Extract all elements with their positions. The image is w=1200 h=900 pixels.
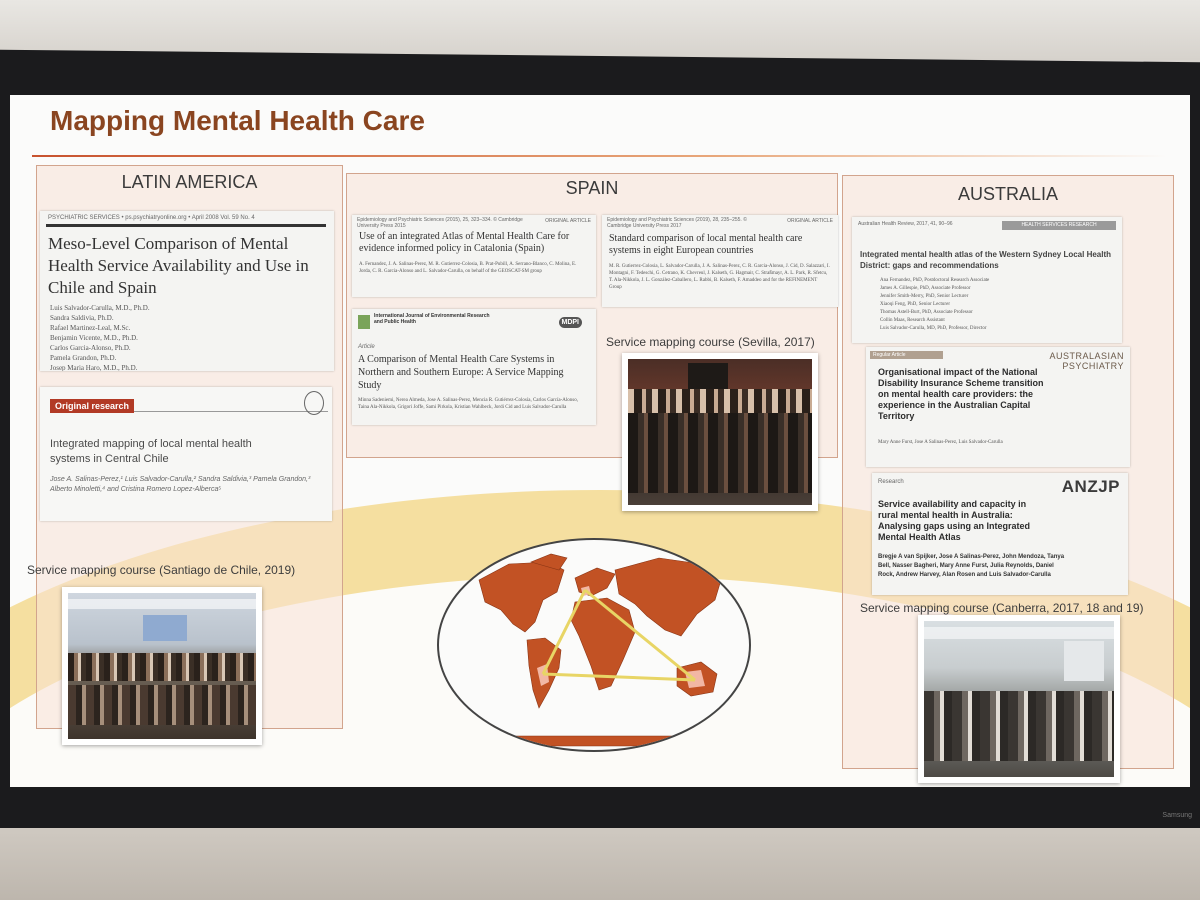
- world-map: [437, 538, 751, 752]
- course-caption: Service mapping course (Sevilla, 2017): [606, 335, 815, 349]
- paper-journal: AUSTRALASIAN PSYCHIATRY: [1049, 351, 1124, 371]
- journal-logo-icon: [358, 315, 370, 329]
- europe: [575, 568, 615, 596]
- section-banner: HEALTH SERVICES RESEARCH: [1002, 221, 1116, 230]
- paper-title: Organisational impact of the National Disability Insurance Scheme transition on mental health care providers: the experience in the Australian Capital Territory: [878, 367, 1044, 421]
- paper-card-rural-australia: [872, 473, 1128, 595]
- world-map-svg: [439, 540, 749, 750]
- paper-kind: ORIGINAL ARTICLE: [545, 218, 591, 224]
- paper-title: Standard comparison of local mental health care systems in eight European countries: [609, 233, 803, 256]
- paper-label: Regular Article: [870, 351, 943, 359]
- paper-card-catalonia: [352, 215, 596, 297]
- title-rule: [32, 155, 1167, 157]
- paper-kind: ORIGINAL ARTICLE: [787, 218, 833, 224]
- paper-title: Meso-Level Comparison of Mental Health Service Availability and Use in Chile and Spain: [48, 234, 309, 297]
- paper-title: A Comparison of Mental Health Care Systems in Northern and Southern Europe: A Service Mapping Study: [358, 354, 564, 391]
- paper-card-eight-countries: [602, 215, 838, 307]
- paper-journal: Epidemiology and Psychiatric Sciences (2019), 28, 235–255. © Cambridge University Press 2017: [607, 217, 747, 229]
- course-photo-canberra: [918, 615, 1120, 783]
- paper-label: Article: [358, 344, 375, 350]
- paper-title: Service availability and capacity in rural mental health in Australia: Analysing gaps using an Integrated Mental Health Atlas: [878, 499, 1031, 542]
- publisher-logo: MDPI: [559, 317, 583, 328]
- paper-label: Original research: [50, 399, 134, 413]
- paper-card-western-sydney: [852, 217, 1122, 343]
- paper-card-central-chile: [40, 387, 332, 521]
- paper-journal: Epidemiology and Psychiatric Sciences (2015), 25, 323–334. © Cambridge University Press 2015: [357, 217, 523, 229]
- paper-authors: Bregje A van Spijker, Jose A Salinas-Perez, John Mendoza, Tanya Bell, Nasser Bagheri, Mary Anne Furst, Julia Reynolds, Daniel Rock, Andrew Harvey, Alan Rosen and Luis Salvador-Carulla: [878, 554, 1065, 578]
- projected-slide: [10, 95, 1190, 787]
- wall-below-screen: [0, 828, 1200, 900]
- paper-title: Integrated mental health atlas of the Western Sydney Local Health District: gaps and recommendations: [860, 250, 1112, 270]
- paper-authors: M. R. Gutierrez-Colosia, L. Salvador-Carulla, J. A. Salinas-Perez, C. R. Garcia-Alonso, J. Cid, D. Salazzari, I. Montagni, F. Tedeschi, G. Cetrano, K. Chevreul, J. Kalseth, G. Hagmair, C. Straßmayr, A. L. Park, R. Sfetcu, T. Ala-Nikkola, J. L. González-Caballero, L. Rabbi, B. Kalseth, F. Amaddeo and for the REFINEMENT Group: [609, 264, 830, 290]
- course-photo-sevilla: [622, 353, 818, 511]
- course-photo-santiago: [62, 587, 262, 745]
- paper-authors: Ana Fernandez, PhD, Postdoctoral Research Associate James A. Gillespie, PhD, Associate Professor Jennifer Smith-Merry, PhD, Senior Lecturer Xiaoqi Feng, PhD, Senior Lecturer Thomas Astell-Burt, PhD, Associate Professor Collin Maas, Research Assistant Luis Salvador-Carulla, MD, PhD, Professor, Director: [880, 278, 990, 331]
- paper-authors: Luis Salvador-Carulla, M.D., Ph.D. Sandra Saldivia, Ph.D. Rafael Martinez-Leal, M.Sc. Benjamin Vicente, M.D., Ph.D. Carlos Garcia-Alonso, Ph.D. Pamela Grandon, Ph.D. Josep Maria Haro, M.D., Ph.D.: [50, 304, 150, 371]
- column-heading: AUSTRALIA: [957, 184, 1059, 204]
- paper-label: Research: [878, 479, 904, 485]
- paper-authors: A. Fernandez, J. A. Salinas-Perez, M. R. Gutierrez-Colosia, B. Prat-Pubill, A. Serrano-Blanco, C. Molina, E. Jorda, C. R. Garcia-Alonso and L. Salvador-Carulla, on behalf of the GEOSCAT-SM group: [359, 262, 577, 274]
- journal-logo: ANZJP: [1061, 477, 1120, 496]
- route-chile-australia: [543, 674, 695, 680]
- journal-rule: [46, 224, 326, 227]
- slide-title: Mapping Mental Health Care: [50, 105, 425, 136]
- column-heading: LATIN AMERICA: [121, 172, 258, 192]
- paper-card-northern-southern-europe: [352, 309, 596, 425]
- paper-title: Integrated mapping of local mental health systems in Central Chile: [50, 438, 252, 465]
- paper-title: Use of an integrated Atlas of Mental Health Care for evidence informed policy in Catalonia (Spain): [359, 231, 570, 254]
- paper-journal: Australian Health Review, 2017, 41, 90–96: [858, 221, 953, 227]
- paper-card-chile-spain: [40, 211, 334, 371]
- journal-logo-icon: [304, 391, 324, 415]
- paper-journal: PSYCHIATRIC SERVICES • ps.psychiatryonline.org • April 2008 Vol. 59 No. 4: [48, 215, 255, 221]
- course-caption: Service mapping course (Santiago de Chile, 2019): [27, 563, 296, 577]
- screen-brand: Samsung: [1162, 812, 1192, 819]
- course-caption: Service mapping course (Canberra, 2017, 18 and 19): [860, 601, 1144, 615]
- paper-journal: International Journal of Environmental Research and Public Health: [374, 313, 490, 325]
- paper-authors: Minna Sadeniemi, Nerea Almeda, Jose A. Salinas-Perez, Mencia R. Gutiérrez-Colosía, Carlos García-Alonso, Taina Ala-Nikkola, Grigori Joffe, Sami Pirkola, Kristian Wahlbeck, Jordi Cid and Luis Salvador-Carulla: [358, 398, 578, 410]
- paper-card-ndis-act: [866, 347, 1130, 467]
- continents: [479, 554, 721, 746]
- paper-authors: Mary Anne Furst, Jose A Salinas-Perez, Luis Salvador-Carulla: [878, 440, 1003, 445]
- paper-authors: Jose A. Salinas-Perez,¹ Luis Salvador-Carulla,² Sandra Saldivia,³ Pamela Grandon,³ Alberto Minoletti,⁴ and Cristina Romero Lopez-Alberca⁵: [50, 476, 311, 493]
- column-heading: SPAIN: [565, 178, 619, 198]
- north-america: [479, 562, 564, 632]
